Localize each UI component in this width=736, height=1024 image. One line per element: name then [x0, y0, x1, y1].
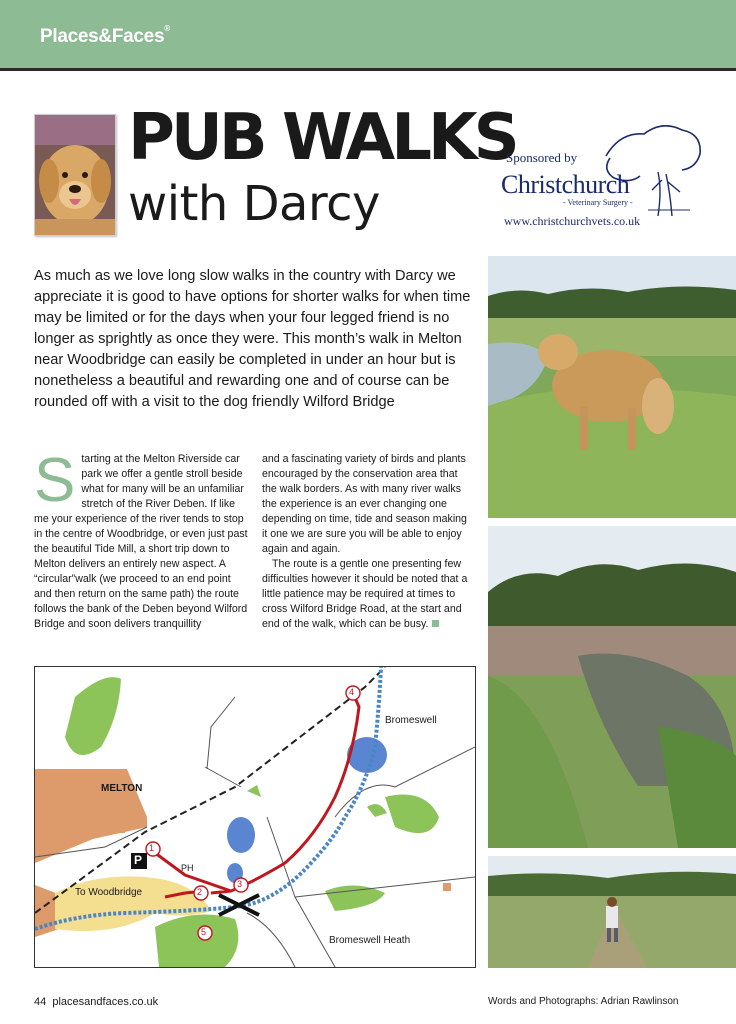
sponsor-label: Sponsored by — [506, 150, 578, 165]
photo-credit: Words and Photographs: Adrian Rawlinson — [488, 996, 679, 1007]
page-number: 44 — [34, 996, 47, 1008]
header-rule — [0, 68, 736, 71]
map-label-ph: PH — [181, 863, 194, 873]
map-label-bromeswell: Bromeswell — [385, 715, 437, 726]
body-column-1-text: tarting at the Melton Riverside car park we offer a gentle stroll beside what for many will be an unfamiliar stretch of the River Deben. If like me your experience of the river tends to stop in the centre of Woodbridge, or even just past the beautiful Tide Mill, a short trip down to Melton delivers an entirely new aspect. A “circular”walk (we proceed to an end point and then return on the same path) the route follows the bank of the Deben beyond Wilford Bridge and soon delivers tranquillity — [34, 453, 248, 630]
map-label-bromeswell-heath: Bromeswell Heath — [329, 935, 411, 946]
page-title: PUB WALKS — [128, 101, 516, 175]
drop-cap: S — [34, 446, 76, 515]
sponsor-name: Christchurch — [501, 170, 630, 199]
photo-river-reeds — [488, 526, 736, 848]
footer-site-link[interactable]: placesandfaces.co.uk — [52, 996, 159, 1008]
parking-icon: P — [134, 853, 143, 867]
photo-walker-path — [488, 856, 736, 968]
waypoint-1: 1 — [149, 843, 155, 853]
waypoint-4: 4 — [349, 687, 355, 697]
walk-route-map — [34, 666, 476, 968]
map-label-melton: MELTON — [101, 783, 143, 794]
waypoint-5: 5 — [201, 927, 207, 937]
page-subtitle: with Darcy — [128, 176, 380, 232]
waypoint-2: 2 — [197, 887, 203, 897]
end-mark-icon — [432, 620, 439, 627]
page-header — [0, 0, 736, 68]
brand-logo: Places&Faces® — [40, 24, 170, 47]
darcy-portrait — [34, 114, 116, 236]
dog-portrait-image — [35, 115, 115, 235]
map-label-to-woodbridge: To Woodbridge — [75, 887, 143, 898]
body-column-2-para-2: The route is a gentle one presenting few difficulties however it should be noted that a little patience may be required at times to cross Wilford Bridge Road, at the start and end of the walk, which can be busy. — [262, 558, 468, 630]
waypoint-3: 3 — [237, 879, 243, 889]
sponsor-link[interactable]: www.christchurchvets.co.uk — [504, 214, 641, 228]
intro-paragraph: As much as we love long slow walks in the country with Darcy we appreciate it is good to have options for shorter walks for when time may be limited or for the days when your four legged friend is no longer as sprightly as once they were. This month’s walk in Melton near Woodbridge can easily be completed in under an hour but is nonetheless a beautiful and rewarding one and of course can be rounded off with a visit to the dog friendly Wilford Bridge — [34, 268, 471, 410]
sponsor-tagline: - Veterinary Surgery - — [563, 198, 633, 207]
body-column-2 — [262, 452, 474, 632]
body-column-1 — [34, 446, 248, 632]
photo-dog-by-river — [488, 256, 736, 518]
body-column-2-para-1: and a fascinating variety of birds and plants encouraged by the conservation area that the walk borders. As with many river walks the experience is an ever changing one depending on time, tide and season making it one we are sure you will be able to enjoy again and again. — [262, 453, 467, 555]
page-footer — [34, 996, 158, 1008]
